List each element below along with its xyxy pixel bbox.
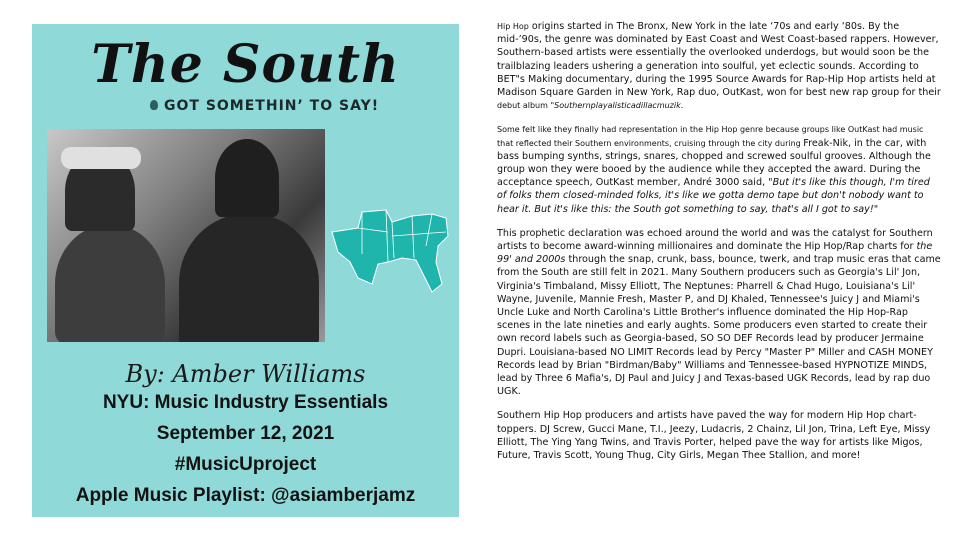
photo-figure-right-head [215,139,279,217]
poster-title: The South [91,34,400,95]
photo-figure-left-body [55,224,165,342]
poster [32,24,459,517]
article-paragraph-2: Some felt like they finally had representation in the Hip Hop genre because groups like OutKast had music that reflected their Southern environments, cruising through the city during Freak-Nik, in the car, with bass bumping synths, strings, snares, chopped and screwed soulful grooves. Although the group won they were booed by the audience while they accepted the award. During the acceptance speech, OutKast member, André 3000 said, "But it's like this though, I'm tired of folks them closed-minded folks, it's like we gotta demo tape but don't nobody want to hear it. But it's like this: the South got something to say, that's all I got to say!" [497,125,931,215]
article-paragraph-3: This prophetic declaration was echoed around the world and was the catalyst for Southern artists to become award-winning millionaires and dominate the Hip Hop/Rap charts for the 99' and 2000s through the snap, crunk, bass, bounce, twerk, and trap music eras that came from the South are still felt in 2021. Many Southern producers such as Georgia's Lil' Jon, Virginia's Timbaland, Missy Elliott, The Neptunes: Pharrell & Chad Hugo, Louisiana's Lil' Wayne, Juvenile, Mannie Fresh, Master P, and DJ Khaled, Tennessee's Juicy J and Miami's Uncle Luke and North Carolina's Little Brother's influence dominated the Hip Hop-Rap scenes in the late nineties and early aughts. Some producers even started to create their own record labels such as Georgia-based, SO SO DEF Records lead by producer Jermaine Dupri. Louisiana-based NO LIMIT Records lead by Percy "Master P" Miller and CASH MONEY Records lead by Brian "Birdman/Baby" Williams and Tennessee-based HYPNOTIZE MINDS, lead by Three 6 Mafia's, DJ Paul and Juicy J and Texas-based UGK Records, lead by rap duo UGK. [497,227,941,398]
playlist-line: Apple Music Playlist: @asiamberjamz [75,485,416,506]
course-line: NYU: Music Industry Essentials [102,392,389,413]
article-text [497,20,942,473]
artists-photo [47,129,325,342]
photo-figure-right-body [179,213,319,342]
article-paragraph-4: Southern Hip Hop producers and artists have paved the way for modern Hip Hop chart-toppers. DJ Screw, Gucci Mane, T.I., Jeezy, Ludacris, 2 Chainz, Lil Jon, Trina, Left Eye, Missy Elliott, The Ying Yang Twins, and Travis Porter, helped pave the way for artists like Migos, Future, Travis Scott, Young Thug, City Girls, Megan Thee Stallion, and more! [497,410,931,462]
southern-states-map [328,192,452,302]
poster-subtitle [150,98,379,114]
poster-subtitle-text: GOT SOMETHIN’ TO SAY! [164,98,380,114]
article-paragraph-1: Hip Hop origins started in The Bronx, New York in the late ‘70s and early ‘80s. By the mid-’90s, the genre was dominated by East Coast and West Coast-based rappers. However, Southern-based artists were essentially the overlooked underdogs, but would soon be the trailblazing leaders ushering a generation into soulful, yet eclectic sounds. According to BET"s Making documentary, during the 1995 Source Awards for Rap-Hip Hop artists held at Madison Square Garden in New York, Rap duo, OutKast, won for best new rap group for their debut album "Southernplayalisticadillacmuzik. [497,21,941,111]
hashtag-line: #MusicUproject [174,454,317,475]
lightbulb-icon [150,100,158,110]
date-line: September 12, 2021 [156,423,335,444]
photo-headwrap [61,147,141,169]
byline: By: Amber Williams [125,360,366,388]
